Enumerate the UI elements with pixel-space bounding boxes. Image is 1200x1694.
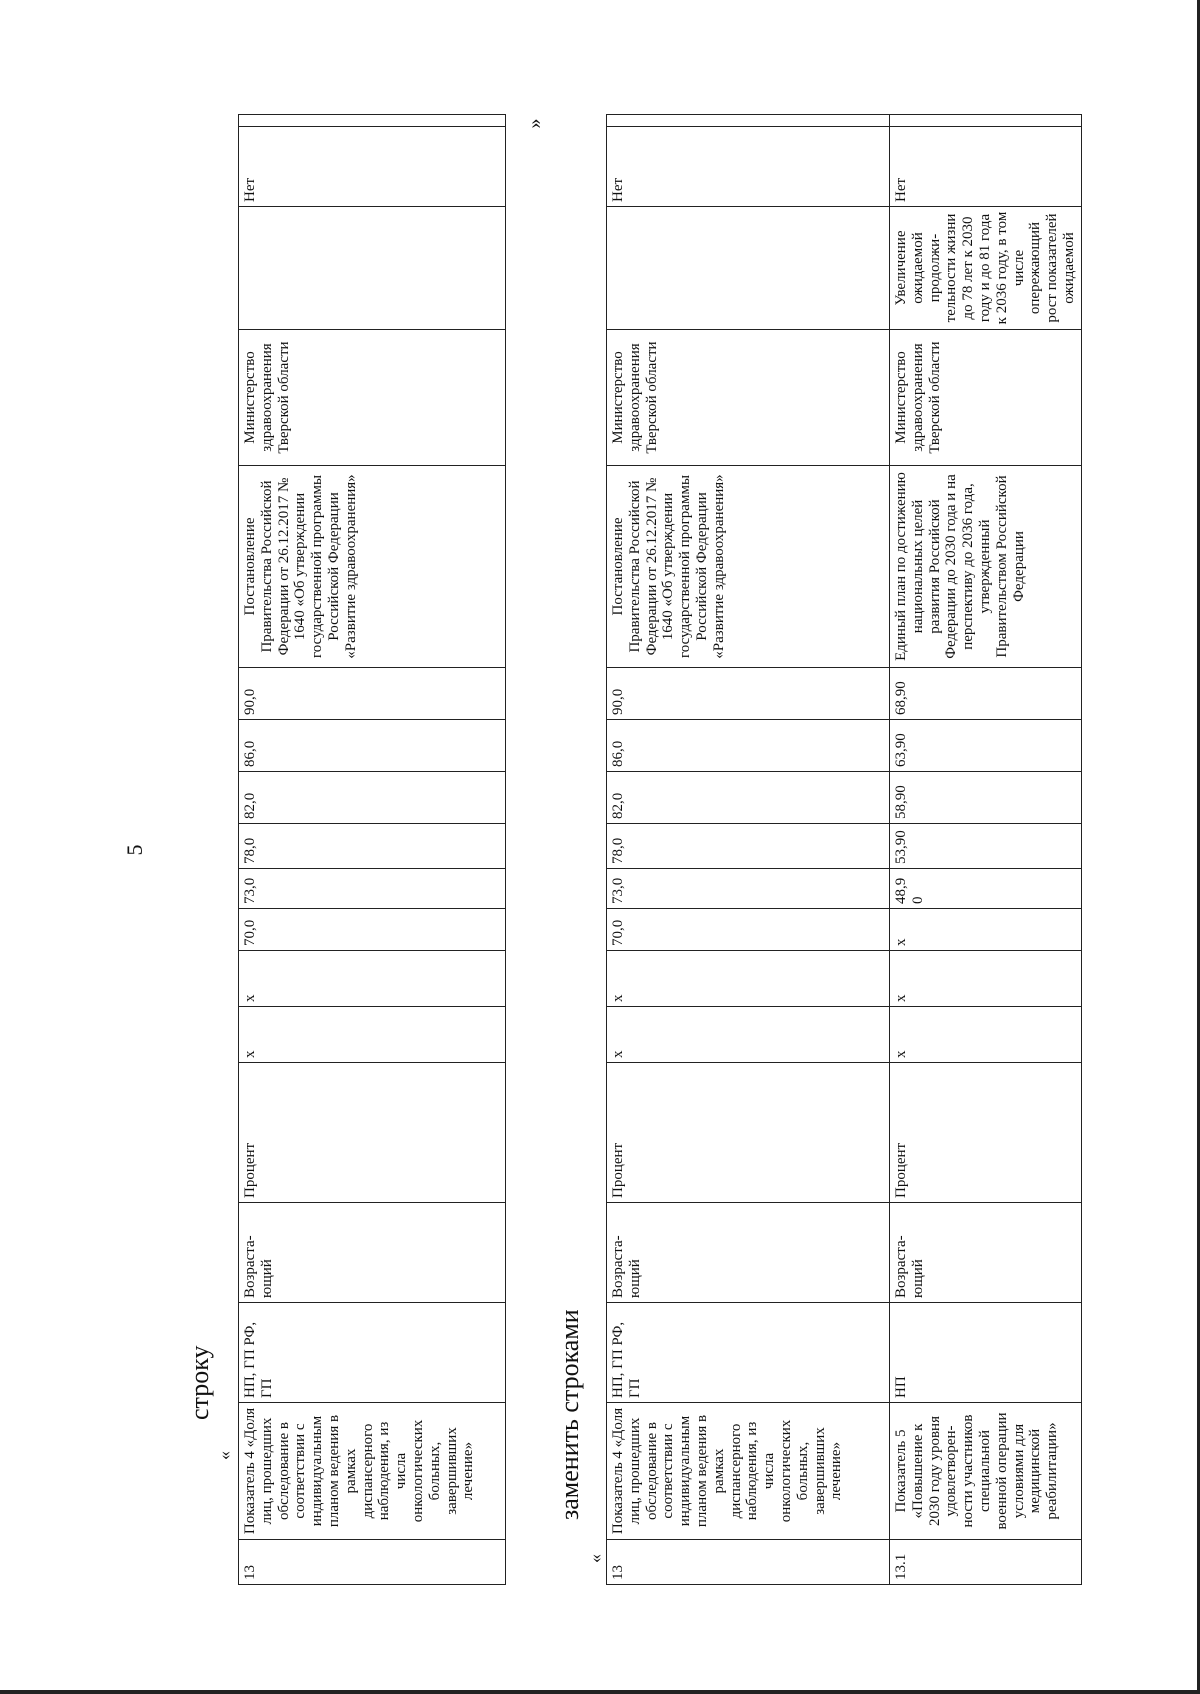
value-cell: 63,90: [890, 720, 1082, 772]
value-cell: 70,0: [607, 909, 890, 951]
responsible-cell: Министерство здравоохранения Тверской области: [239, 330, 506, 466]
indicator-name: Показатель 4 «Доля лиц, прошедших обследование в соответствии с индивидуальным планом ведения в рамках диспансерного наблюдения, из числа онкологических больных, завершивших лечение»: [239, 1403, 506, 1540]
row-number: 13: [607, 1540, 890, 1585]
indicator-level: НП: [890, 1303, 1082, 1403]
indicator-level: НП, ГП РФ, ГП: [239, 1303, 506, 1403]
old-row-table-wrapper: [238, 115, 506, 1585]
value-cell: 70,0: [239, 909, 506, 951]
empty-cell: [239, 115, 506, 127]
indicator-name: Показатель 5 «Повышение к 2030 году уровня удовлетворен-ности участников специальной военной операции условиями для медицинской реабилитации»: [890, 1403, 1082, 1540]
value-cell: х: [890, 909, 1082, 951]
indicator-trend: Возраста-ющий: [607, 1203, 890, 1303]
value-cell: х: [239, 951, 506, 1007]
value-cell: х: [239, 1007, 506, 1063]
table-row: [607, 115, 890, 1585]
link-cell: [239, 207, 506, 330]
empty-cell: [607, 115, 890, 127]
value-cell: 82,0: [239, 772, 506, 824]
indicator-unit: Процент: [607, 1063, 890, 1203]
close-quote: »: [523, 118, 546, 129]
value-cell: 90,0: [239, 668, 506, 720]
value-cell: 78,0: [607, 824, 890, 869]
value-cell: х: [890, 951, 1082, 1007]
value-cell: х: [607, 1007, 890, 1063]
value-cell: 82,0: [607, 772, 890, 824]
indicator-unit: Процент: [239, 1063, 506, 1203]
scan-edge-bottom: [0, 1690, 1200, 1694]
value-cell: 86,0: [607, 720, 890, 772]
info-system-cell: Нет: [890, 127, 1082, 207]
indicator-unit: Процент: [890, 1063, 1082, 1203]
info-system-cell: Нет: [607, 127, 890, 207]
link-cell: Увеличение ожидаемой продолжи-тельности жизни до 78 лет к 2030 году и до 81 года к 2036 году, в том числе опережающий рост показателей ожидаемой: [890, 207, 1082, 330]
old-row-table: [238, 114, 506, 1585]
caption-replace: строку: [185, 1345, 214, 1420]
value-cell: 68,90: [890, 668, 1082, 720]
info-system-cell: Нет: [239, 127, 506, 207]
value-cell: 48,90: [890, 869, 1082, 909]
indicator-trend: Возраста-ющий: [239, 1203, 506, 1303]
value-cell: х: [890, 1007, 1082, 1063]
value-cell: 78,0: [239, 824, 506, 869]
table-row: [239, 115, 506, 1585]
value-cell: 86,0: [239, 720, 506, 772]
responsible-cell: Министерство здравоохранения Тверской области: [890, 330, 1082, 466]
new-rows-table-wrapper: [606, 115, 1076, 1585]
new-rows-table: [606, 114, 1082, 1585]
caption-new: заменить строками: [555, 1309, 584, 1520]
indicator-trend: Возраста-ющий: [890, 1203, 1082, 1303]
indicator-level: НП, ГП РФ, ГП: [607, 1303, 890, 1403]
document-cell: Постановление Правительства Российской Федерации от 26.12.2017 № 1640 «Об утверждении государственной программы Российской Федерации «Развитие здравоохранения»: [607, 466, 890, 668]
responsible-cell: Министерство здравоохранения Тверской области: [607, 330, 890, 466]
value-cell: 58,90: [890, 772, 1082, 824]
row-number: 13.1: [890, 1540, 1082, 1585]
document-cell: Постановление Правительства Российской Федерации от 26.12.2017 № 1640 «Об утверждении государственной программы Российской Федерации «Развитие здравоохранения»: [239, 466, 506, 668]
page-number: 5: [122, 844, 147, 856]
open-quote-1: «: [214, 1451, 234, 1460]
row-number: 13: [239, 1540, 506, 1585]
empty-cell: [890, 115, 1082, 127]
indicator-name: Показатель 4 «Доля лиц, прошедших обследование в соответствии с индивидуальным планом ведения в рамках диспансерного наблюдения, из числа онкологических больных, завершивших лечение»: [607, 1403, 890, 1540]
document-cell: Единый план по достижению национальных целей развития Российской Федерации до 2030 года и на перспективу до 2036 года, утвержденный Правительством Российской Федерации: [890, 466, 1082, 668]
value-cell: 90,0: [607, 668, 890, 720]
value-cell: 73,0: [239, 869, 506, 909]
value-cell: 73,0: [607, 869, 890, 909]
link-cell: [607, 207, 890, 330]
open-quote-2: «: [585, 1554, 605, 1563]
value-cell: 53,90: [890, 824, 1082, 869]
table-row: [890, 115, 1082, 1585]
value-cell: х: [607, 951, 890, 1007]
